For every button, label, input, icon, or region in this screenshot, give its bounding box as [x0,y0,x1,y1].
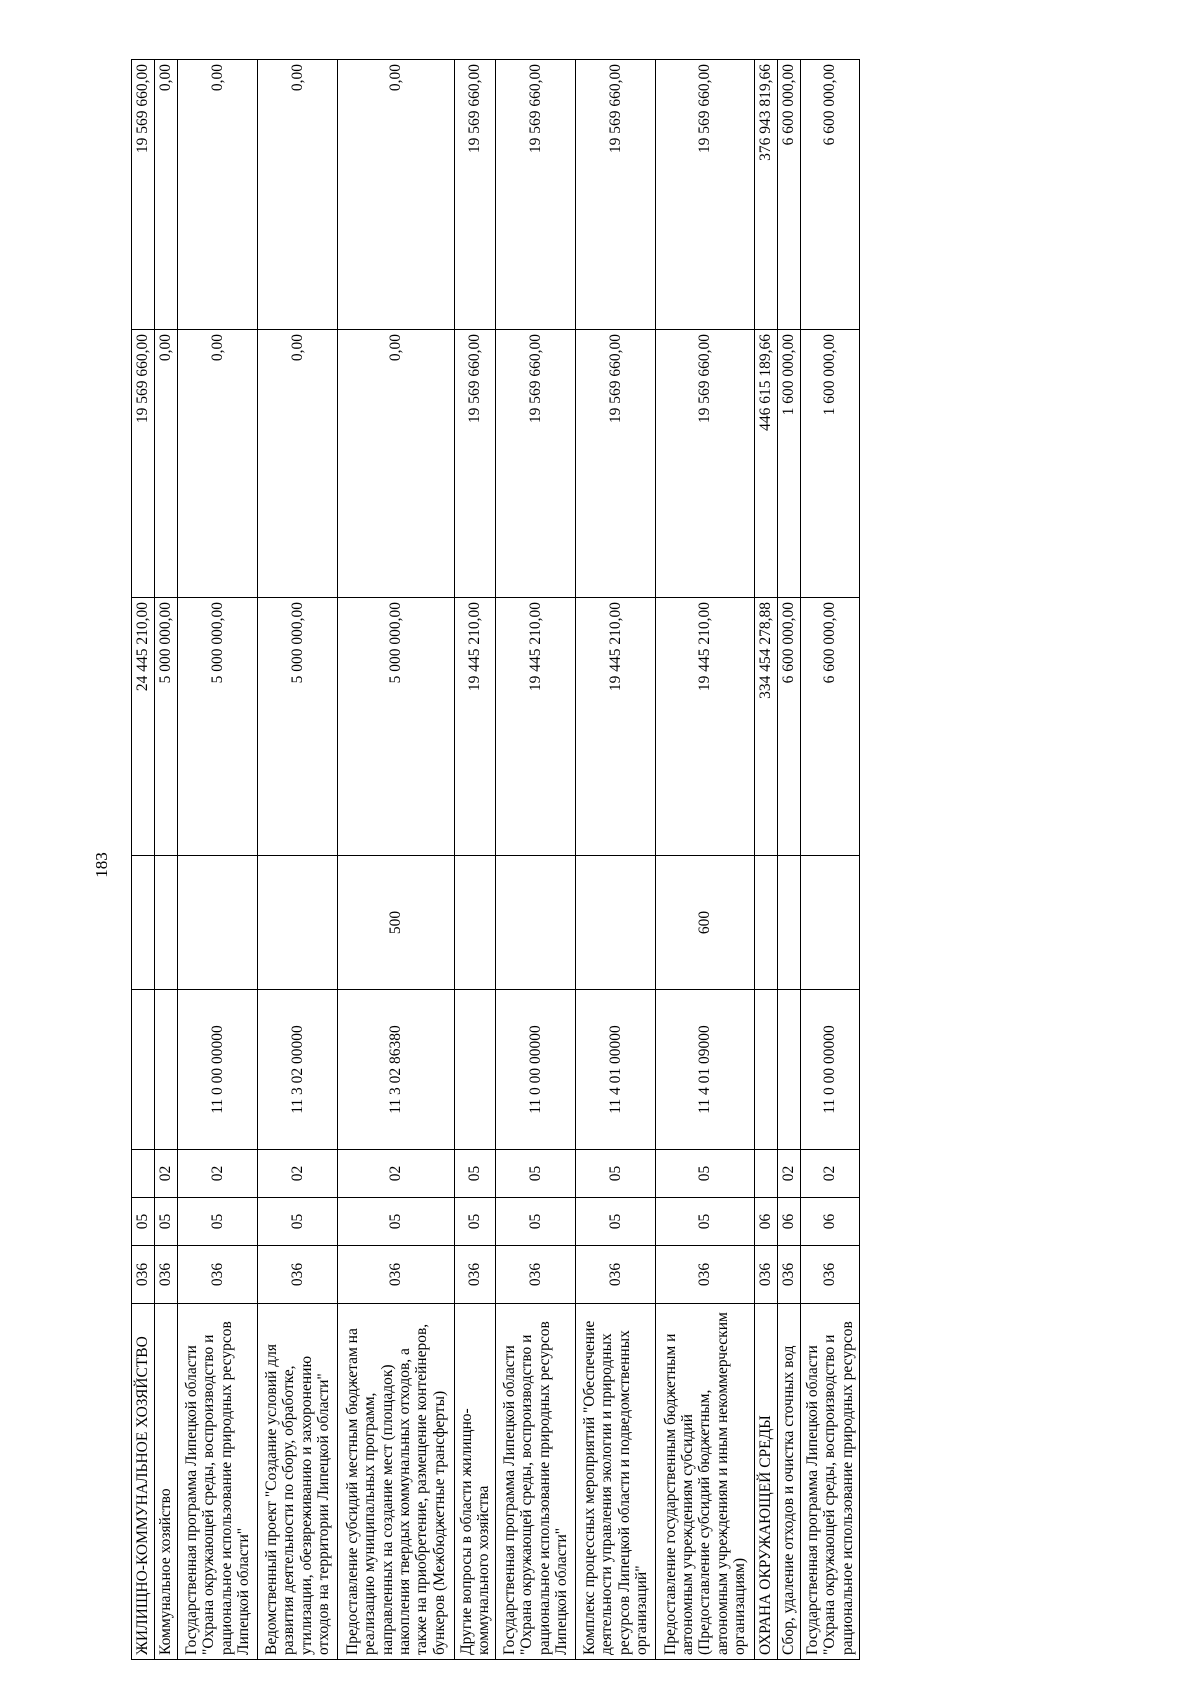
budget-table [131,59,860,1660]
row-rz: 05 [576,1198,656,1246]
row-sum-1: 5 000 000,00 [258,598,338,856]
row-ved: 036 [496,1246,576,1304]
row-name: Государственная программа Липецкой области "Охрана окружающей среды, воспроизводство и рациональное использование природных ресурсов Липецкой области" [178,1304,258,1660]
row-pr: 02 [258,1150,338,1198]
table-row [576,60,656,1660]
row-sum-1: 19 445 210,00 [576,598,656,856]
row-name: Предоставление субсидий местным бюджетам на реализацию муниципальных программ, направленных на создание мест (площадок) накопления твердых коммунальных отходов, а также на приобретение, размещение контейнеров, бункеров (Межбюджетные трансферты) [338,1304,455,1660]
row-sum-2: 1 600 000,00 [778,330,801,598]
row-rz: 05 [338,1198,455,1246]
row-sum-1: 6 600 000,00 [778,598,801,856]
row-pr: 05 [656,1150,755,1198]
table-row [778,60,801,1660]
row-name: Ведомственный проект "Создание условий для развития деятельности по сбору, обработке, утилизации, обезвреживанию и захоронению отходов на территории Липецкой области" [258,1304,338,1660]
row-name: Государственная программа Липецкой области "Охрана окружающей среды, воспроизводство и рациональное использование природных ресурсов [801,1304,860,1660]
row-sum-1: 5 000 000,00 [178,598,258,856]
table-row [155,60,178,1660]
row-vr [455,856,496,990]
row-sum-3: 19 569 660,00 [455,60,496,330]
row-sum-3: 0,00 [178,60,258,330]
row-sum-3: 0,00 [338,60,455,330]
row-pr [132,1150,155,1198]
row-sum-2: 19 569 660,00 [455,330,496,598]
row-sum-1: 24 445 210,00 [132,598,155,856]
row-csr [132,990,155,1150]
row-sum-2: 0,00 [155,330,178,598]
row-vr [178,856,258,990]
table-row [755,60,778,1660]
row-name: Предоставление государственным бюджетным и автономным учреждениям субсидий (Предоставление субсидий бюджетным, автономным учреждениям и иным некоммерческим организациям) [656,1304,755,1660]
row-rz: 06 [801,1198,860,1246]
row-sum-3: 376 943 819,66 [755,60,778,330]
row-ved: 036 [132,1246,155,1304]
row-rz: 05 [258,1198,338,1246]
row-pr [755,1150,778,1198]
table-row [455,60,496,1660]
row-ved: 036 [656,1246,755,1304]
row-ved: 036 [755,1246,778,1304]
row-sum-2: 19 569 660,00 [132,330,155,598]
row-vr [496,856,576,990]
row-sum-2: 1 600 000,00 [801,330,860,598]
page-number: 183 [92,852,111,878]
row-vr [258,856,338,990]
row-ved: 036 [338,1246,455,1304]
row-ved: 036 [155,1246,178,1304]
row-rz: 05 [155,1198,178,1246]
row-vr [155,856,178,990]
row-sum-1: 5 000 000,00 [155,598,178,856]
row-vr [576,856,656,990]
row-sum-3: 6 600 000,00 [801,60,860,330]
row-sum-3: 0,00 [155,60,178,330]
row-sum-2: 0,00 [258,330,338,598]
row-sum-3: 6 600 000,00 [778,60,801,330]
row-csr: 11 0 00 00000 [178,990,258,1150]
row-rz: 05 [496,1198,576,1246]
row-csr [755,990,778,1150]
row-sum-1: 5 000 000,00 [338,598,455,856]
table-row [496,60,576,1660]
row-vr [801,856,860,990]
row-csr: 11 3 02 86380 [338,990,455,1150]
row-pr: 02 [801,1150,860,1198]
row-rz: 05 [656,1198,755,1246]
row-sum-1: 19 445 210,00 [496,598,576,856]
row-vr: 500 [338,856,455,990]
row-rz: 05 [178,1198,258,1246]
table-row [338,60,455,1660]
row-ved: 036 [455,1246,496,1304]
row-pr: 05 [576,1150,656,1198]
row-csr [155,990,178,1150]
row-name: Другие вопросы в области жилищно-коммунального хозяйства [455,1304,496,1660]
row-vr [132,856,155,990]
row-rz: 05 [455,1198,496,1246]
row-pr: 02 [778,1150,801,1198]
row-sum-1: 19 445 210,00 [656,598,755,856]
row-sum-3: 19 569 660,00 [576,60,656,330]
row-csr [455,990,496,1150]
row-sum-2: 19 569 660,00 [656,330,755,598]
row-sum-1: 334 454 278,88 [755,598,778,856]
table-row [258,60,338,1660]
row-sum-3: 19 569 660,00 [656,60,755,330]
table-row [656,60,755,1660]
row-csr: 11 3 02 00000 [258,990,338,1150]
row-pr: 05 [455,1150,496,1198]
row-sum-1: 19 445 210,00 [455,598,496,856]
row-vr: 600 [656,856,755,990]
row-sum-3: 0,00 [258,60,338,330]
row-sum-3: 19 569 660,00 [496,60,576,330]
row-pr: 05 [496,1150,576,1198]
row-csr: 11 0 00 00000 [496,990,576,1150]
row-csr: 11 0 00 00000 [801,990,860,1150]
row-name: ОХРАНА ОКРУЖАЮЩЕЙ СРЕДЫ [755,1304,778,1660]
row-csr: 11 4 01 00000 [576,990,656,1150]
row-sum-2: 0,00 [338,330,455,598]
row-ved: 036 [778,1246,801,1304]
table-row [801,60,860,1660]
row-sum-2: 446 615 189,66 [755,330,778,598]
row-name: Сбор, удаление отходов и очистка сточных вод [778,1304,801,1660]
row-ved: 036 [576,1246,656,1304]
row-ved: 036 [801,1246,860,1304]
row-name: Государственная программа Липецкой области "Охрана окружающей среды, воспроизводство и рациональное использование природных ресурсов Липецкой области" [496,1304,576,1660]
row-vr [778,856,801,990]
row-sum-2: 19 569 660,00 [576,330,656,598]
table-row [178,60,258,1660]
row-csr: 11 4 01 09000 [656,990,755,1150]
row-pr: 02 [338,1150,455,1198]
row-pr: 02 [155,1150,178,1198]
row-sum-1: 6 600 000,00 [801,598,860,856]
table-row [132,60,155,1660]
row-ved: 036 [258,1246,338,1304]
row-rz: 06 [755,1198,778,1246]
row-sum-3: 19 569 660,00 [132,60,155,330]
row-csr [778,990,801,1150]
row-ved: 036 [178,1246,258,1304]
row-name: ЖИЛИЩНО-КОММУНАЛЬНОЕ ХОЗЯЙСТВО [132,1304,155,1660]
row-rz: 05 [132,1198,155,1246]
row-sum-2: 0,00 [178,330,258,598]
row-pr: 02 [178,1150,258,1198]
row-vr [755,856,778,990]
row-name: Комплекс процессных мероприятий "Обеспечение деятельности управления экологии и природных ресурсов Липецкой области и подведомственных организаций" [576,1304,656,1660]
row-name: Коммунальное хозяйство [155,1304,178,1660]
row-sum-2: 19 569 660,00 [496,330,576,598]
budget-table-rotated [131,60,1121,1660]
row-rz: 06 [778,1198,801,1246]
